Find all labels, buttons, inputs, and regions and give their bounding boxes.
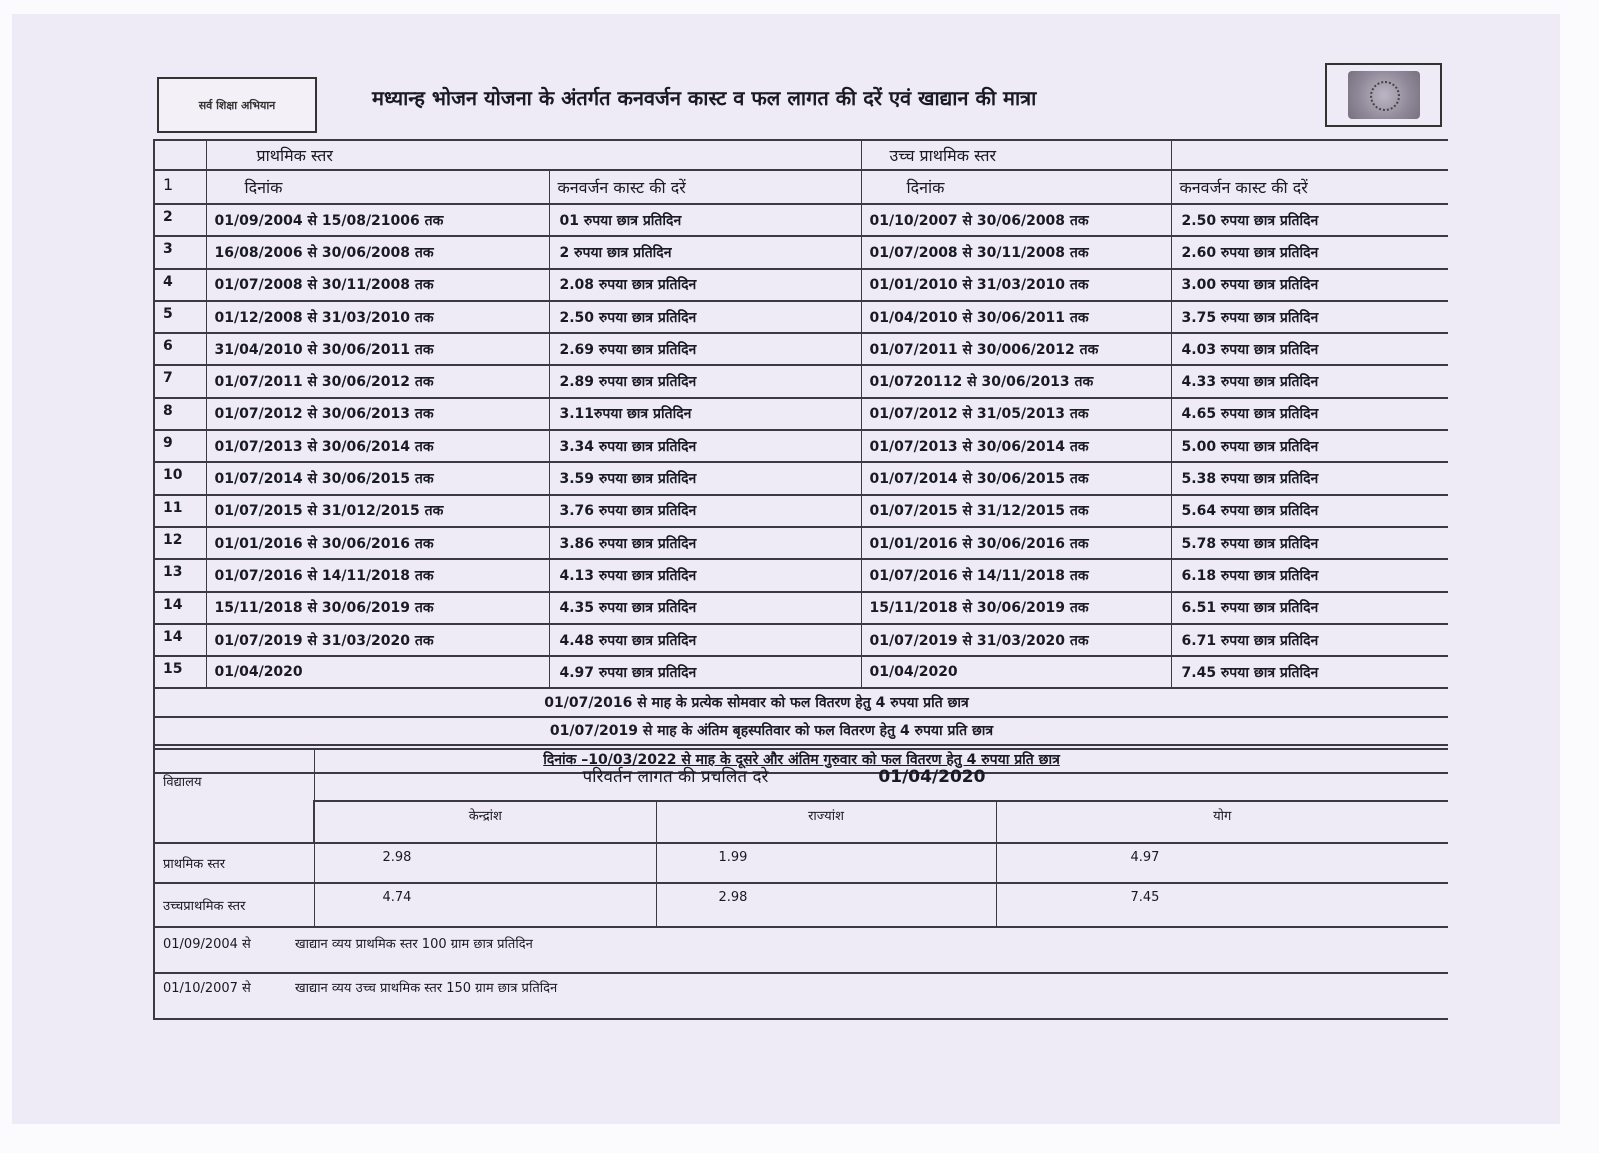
rate-row xyxy=(154,269,1448,301)
state-share-value: 1.99 xyxy=(656,843,996,883)
row-number: 2 xyxy=(154,204,206,236)
rate-row xyxy=(154,559,1448,591)
conversion-cost-table xyxy=(153,139,1448,774)
rate-header: कनवर्जन कास्ट की दरें xyxy=(549,170,861,204)
primary-rate: 3.34 रुपया छात्र प्रतिदिन xyxy=(549,430,861,462)
rate-row xyxy=(154,527,1448,559)
grain-text: खाद्यान व्यय प्राथमिक स्तर 100 ग्राम छात्र प्रतिदिन xyxy=(295,937,533,952)
upper-primary-date-range: 01/07/2012 से 31/05/2013 तक xyxy=(861,398,1171,430)
primary-rate: 3.59 रुपया छात्र प्रतिदिन xyxy=(549,462,861,494)
upper-primary-rate: 5.64 रुपया छात्र प्रतिदिन xyxy=(1171,495,1448,527)
upper-primary-date-range: 01/0720112 से 30/06/2013 तक xyxy=(861,365,1171,397)
cost-row xyxy=(154,843,1448,883)
primary-date-range: 01/09/2004 से 15/08/21006 तक xyxy=(206,204,549,236)
cost-date: 01/04/2020 xyxy=(878,766,986,787)
central-share-value: 2.98 xyxy=(314,843,656,883)
cost-title-text: परिवर्तन लागत की प्रचलित दरे xyxy=(582,766,769,787)
rate-row xyxy=(154,624,1448,656)
primary-rate: 3.86 रुपया छात्र प्रतिदिन xyxy=(549,527,861,559)
upper-primary-rate: 5.00 रुपया छात्र प्रतिदिन xyxy=(1171,430,1448,462)
upper-primary-rate: 4.03 रुपया छात्र प्रतिदिन xyxy=(1171,333,1448,365)
upper-primary-date-range: 01/04/2010 से 30/06/2011 तक xyxy=(861,301,1171,333)
rate-row xyxy=(154,301,1448,333)
upper-primary-rate: 4.33 रुपया छात्र प्रतिदिन xyxy=(1171,365,1448,397)
primary-date-range: 16/08/2006 से 30/06/2008 तक xyxy=(206,236,549,268)
column-header-row xyxy=(154,170,1448,204)
total-header: योग xyxy=(996,801,1448,843)
fruit-note-cell xyxy=(154,688,1448,716)
rate-row xyxy=(154,365,1448,397)
document-title: मध्यान्ह भोजन योजना के अंतर्गत कनवर्जन कास्ट व फल लागत की दरें एवं खाद्यान की मात्रा xyxy=(372,86,1037,110)
state-share-header: राज्यांश xyxy=(656,801,996,843)
rate-row xyxy=(154,495,1448,527)
primary-date-range: 01/07/2013 से 30/06/2014 तक xyxy=(206,430,549,462)
logo-text: सर्व शिक्षा अभियान xyxy=(198,98,276,112)
rate-row xyxy=(154,656,1448,688)
row-number: 1 xyxy=(154,170,206,204)
upper-primary-level-heading: उच्च प्राथमिक स्तर xyxy=(861,140,1171,170)
row-number: 13 xyxy=(154,559,206,591)
upper-primary-date-range: 01/07/2011 से 30/006/2012 तक xyxy=(861,333,1171,365)
fruit-note: दिनांक –10/03/2022 से माह के दूसरे और अंतिम गुरुवार को फल वितरण हेतु 4 रुपया प्रति छात्र xyxy=(543,751,1060,768)
total-value: 7.45 xyxy=(996,883,1448,927)
upper-primary-date-range: 01/07/2014 से 30/06/2015 तक xyxy=(861,462,1171,494)
fruit-note: 01/07/2019 से माह के अंतिम बृहस्पतिवार को फल वितरण हेतु 4 रुपया प्रति छात्र xyxy=(549,723,994,740)
rate-row xyxy=(154,430,1448,462)
upper-primary-date-range: 01/07/2015 से 31/12/2015 तक xyxy=(861,495,1171,527)
primary-rate: 3.76 रुपया छात्र प्रतिदिन xyxy=(549,495,861,527)
grain-row xyxy=(154,973,1448,1019)
total-value: 4.97 xyxy=(996,843,1448,883)
primary-date-range: 01/04/2020 xyxy=(206,656,549,688)
upper-primary-date-range: 01/07/2008 से 30/11/2008 तक xyxy=(861,236,1171,268)
upper-primary-rate: 6.51 रुपया छात्र प्रतिदिन xyxy=(1171,592,1448,624)
cost-title-row xyxy=(154,749,1448,801)
rate-row xyxy=(154,204,1448,236)
fruit-note-row xyxy=(154,717,1448,745)
grain-text: खाद्यान व्यय उच्च प्राथमिक स्तर 150 ग्राम छात्र प्रतिदिन xyxy=(295,981,558,996)
grain-row xyxy=(154,927,1448,973)
primary-date-range: 01/12/2008 से 31/03/2010 तक xyxy=(206,301,549,333)
upper-primary-date-range: 01/07/2016 से 14/11/2018 तक xyxy=(861,559,1171,591)
row-number: 14 xyxy=(154,592,206,624)
row-number: 12 xyxy=(154,527,206,559)
grain-date: 01/10/2007 से xyxy=(163,981,251,996)
upper-primary-rate: 7.45 रुपया छात्र प्रतिदिन xyxy=(1171,656,1448,688)
rate2-header: कनवर्जन कास्ट की दरें xyxy=(1171,170,1448,204)
primary-date-range: 15/11/2018 से 30/06/2019 तक xyxy=(206,592,549,624)
row-number: 15 xyxy=(154,656,206,688)
upper-primary-date-range: 15/11/2018 से 30/06/2019 तक xyxy=(861,592,1171,624)
primary-level-heading: प्राथमिक स्तर xyxy=(206,140,861,170)
row-number: 9 xyxy=(154,430,206,462)
upper-primary-rate: 5.38 रुपया छात्र प्रतिदिन xyxy=(1171,462,1448,494)
primary-rate: 01 रुपया छात्र प्रतिदिन xyxy=(549,204,861,236)
row-number: 8 xyxy=(154,398,206,430)
upper-primary-date-range: 01/10/2007 से 30/06/2008 तक xyxy=(861,204,1171,236)
upper-primary-rate: 6.18 रुपया छात्र प्रतिदिन xyxy=(1171,559,1448,591)
sarva-shiksha-abhiyan-logo xyxy=(157,77,317,133)
primary-date-range: 01/07/2011 से 30/06/2012 तक xyxy=(206,365,549,397)
primary-date-range: 01/07/2008 से 30/11/2008 तक xyxy=(206,269,549,301)
primary-date-range: 01/07/2016 से 14/11/2018 तक xyxy=(206,559,549,591)
school-label: विद्यालय xyxy=(154,749,314,843)
fruit-note-row xyxy=(154,688,1448,716)
rate-row xyxy=(154,236,1448,268)
upper-primary-rate: 6.71 रुपया छात्र प्रतिदिन xyxy=(1171,624,1448,656)
central-share-header: केन्द्रांश xyxy=(314,801,656,843)
primary-date-range: 01/01/2016 से 30/06/2016 तक xyxy=(206,527,549,559)
grain-date: 01/09/2004 से xyxy=(163,937,251,952)
current-cost-table xyxy=(153,748,1448,1020)
seal-icon xyxy=(1348,71,1420,119)
upper-primary-date-range: 01/01/2010 से 31/03/2010 तक xyxy=(861,269,1171,301)
level-label: उच्चप्राथमिक स्तर xyxy=(154,883,314,927)
row-number: 10 xyxy=(154,462,206,494)
upper-primary-rate: 2.60 रुपया छात्र प्रतिदिन xyxy=(1171,236,1448,268)
rate-row xyxy=(154,333,1448,365)
primary-rate: 2.89 रुपया छात्र प्रतिदिन xyxy=(549,365,861,397)
cost-title xyxy=(314,749,1448,801)
primary-date-range: 01/07/2019 से 31/03/2020 तक xyxy=(206,624,549,656)
upper-primary-rate: 4.65 रुपया छात्र प्रतिदिन xyxy=(1171,398,1448,430)
primary-rate: 4.35 रुपया छात्र प्रतिदिन xyxy=(549,592,861,624)
upper-primary-rate: 3.00 रुपया छात्र प्रतिदिन xyxy=(1171,269,1448,301)
upper-primary-date-range: 01/01/2016 से 30/06/2016 तक xyxy=(861,527,1171,559)
upper-primary-date-range: 01/07/2013 से 30/06/2014 तक xyxy=(861,430,1171,462)
row-number: 11 xyxy=(154,495,206,527)
rate-row xyxy=(154,462,1448,494)
fruit-note: 01/07/2016 से माह के प्रत्येक सोमवार को फल वितरण हेतु 4 रुपया प्रति छात्र xyxy=(544,695,969,712)
date-header: दिनांक xyxy=(206,170,549,204)
row-number: 3 xyxy=(154,236,206,268)
primary-rate: 4.48 रुपया छात्र प्रतिदिन xyxy=(549,624,861,656)
primary-rate: 2.50 रुपया छात्र प्रतिदिन xyxy=(549,301,861,333)
row-number: 4 xyxy=(154,269,206,301)
upper-primary-rate: 5.78 रुपया छात्र प्रतिदिन xyxy=(1171,527,1448,559)
primary-date-range: 01/07/2014 से 30/06/2015 तक xyxy=(206,462,549,494)
level-label: प्राथमिक स्तर xyxy=(154,843,314,883)
primary-date-range: 01/07/2015 से 31/012/2015 तक xyxy=(206,495,549,527)
upper-primary-date-range: 01/07/2019 से 31/03/2020 तक xyxy=(861,624,1171,656)
row-number: 7 xyxy=(154,365,206,397)
row-number: 6 xyxy=(154,333,206,365)
primary-rate: 4.13 रुपया छात्र प्रतिदिन xyxy=(549,559,861,591)
rate-row xyxy=(154,398,1448,430)
row-number: 5 xyxy=(154,301,206,333)
upper-primary-date-range: 01/04/2020 xyxy=(861,656,1171,688)
emblem-logo xyxy=(1325,63,1442,127)
state-share-value: 2.98 xyxy=(656,883,996,927)
row-number: 14 xyxy=(154,624,206,656)
upper-primary-rate: 3.75 रुपया छात्र प्रतिदिन xyxy=(1171,301,1448,333)
cost-row xyxy=(154,883,1448,927)
primary-date-range: 31/04/2010 से 30/06/2011 तक xyxy=(206,333,549,365)
primary-rate: 2.69 रुपया छात्र प्रतिदिन xyxy=(549,333,861,365)
fruit-note-cell xyxy=(154,717,1448,745)
primary-rate: 4.97 रुपया छात्र प्रतिदिन xyxy=(549,656,861,688)
primary-rate: 2 रुपया छात्र प्रतिदिन xyxy=(549,236,861,268)
central-share-value: 4.74 xyxy=(314,883,656,927)
date2-header: दिनांक xyxy=(861,170,1171,204)
primary-rate: 2.08 रुपया छात्र प्रतिदिन xyxy=(549,269,861,301)
upper-primary-rate: 2.50 रुपया छात्र प्रतिदिन xyxy=(1171,204,1448,236)
cost-column-header-row xyxy=(154,801,1448,843)
level-heading-row xyxy=(154,140,1448,170)
primary-date-range: 01/07/2012 से 30/06/2013 तक xyxy=(206,398,549,430)
primary-rate: 3.11रुपया छात्र प्रतिदिन xyxy=(549,398,861,430)
rate-row xyxy=(154,592,1448,624)
